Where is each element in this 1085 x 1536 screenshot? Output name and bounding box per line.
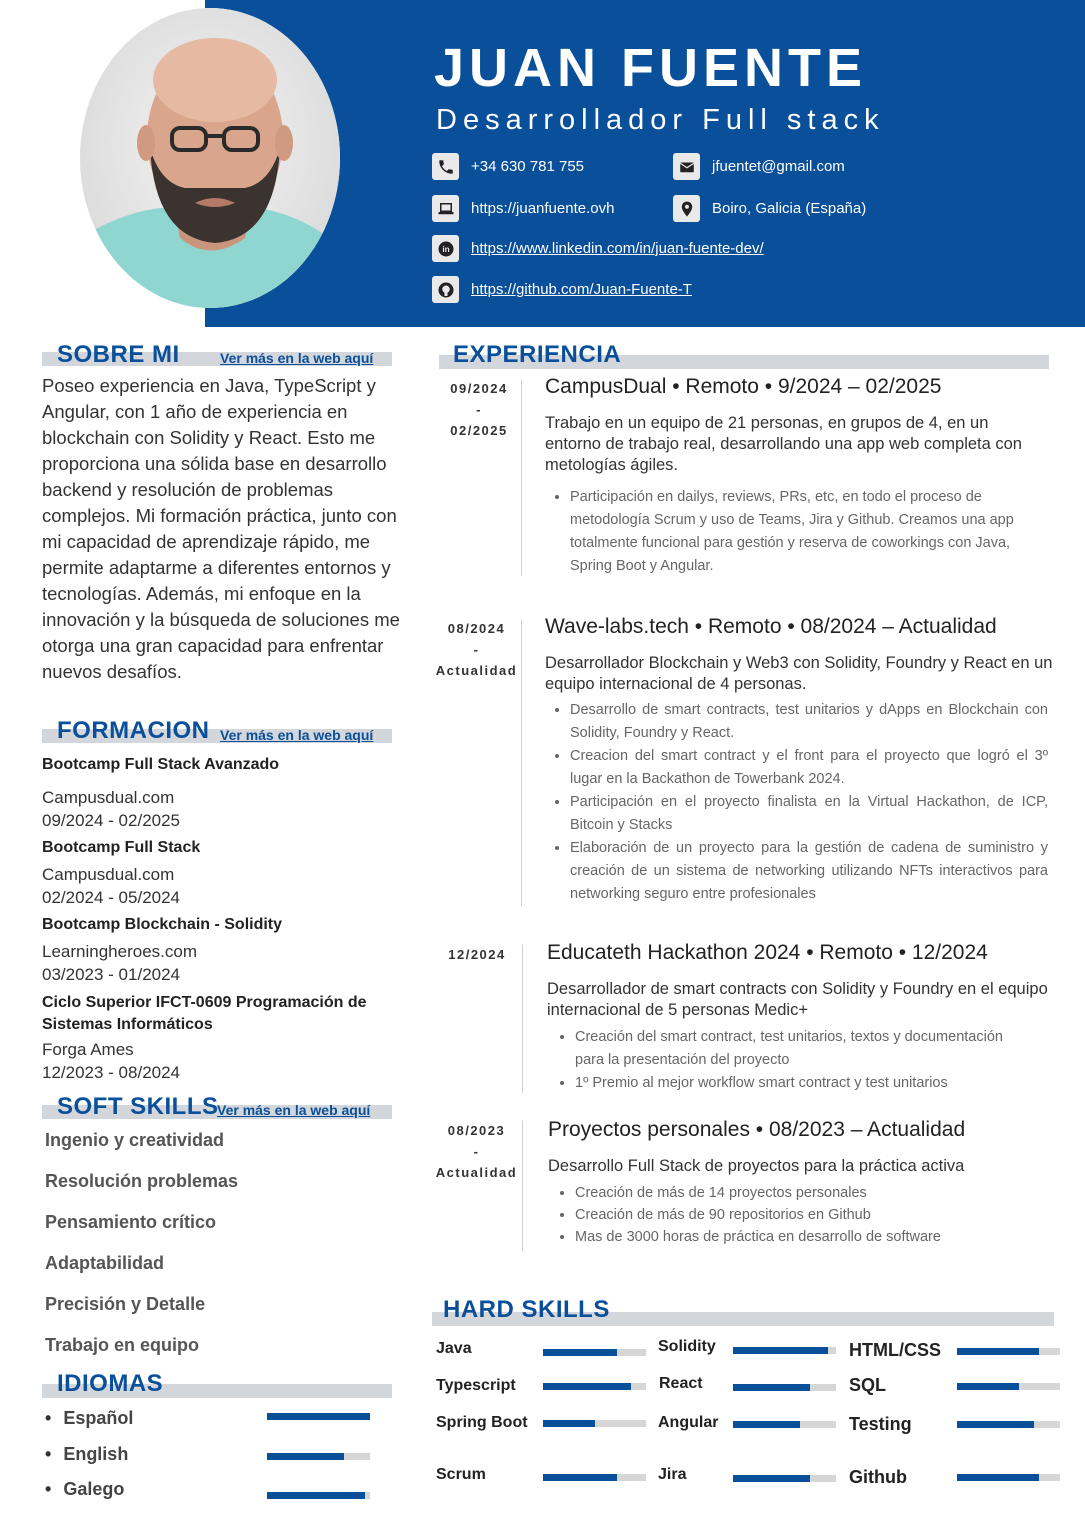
timeline-line: [521, 380, 522, 576]
timeline-line: [521, 620, 522, 906]
soft-skill: Ingenio y creatividad: [45, 1130, 225, 1150]
experience-bullet: • Elaboración de un proyecto para la gestión de cadena de suministro y creación de un sistema de networking utilizando NFTs interactivos para networking seguro entre profesionales: [570, 837, 1048, 906]
experience-bullet: • 1º Premio al mejor workflow smart contract y test unitarios: [575, 1072, 1005, 1095]
candidate-role: Desarrollador Full stack: [436, 104, 885, 136]
experience-bullets: [550, 1026, 1005, 1095]
language-item: • Galego: [45, 1479, 124, 1500]
hard-skill-name: Java: [436, 1340, 472, 1357]
experience-title-line: Educateth Hackathon 2024 • Remoto • 12/2024: [547, 941, 988, 964]
education-item-dates: 02/2024 - 05/2024: [42, 888, 181, 907]
soft-skill: Pensamiento crítico: [45, 1212, 217, 1232]
language-level-bar: [267, 1492, 370, 1499]
education-item-dates: 12/2023 - 08/2024: [42, 1063, 181, 1082]
hard-skill-name: SQL: [849, 1375, 887, 1395]
hard-skill-name: Angular: [658, 1414, 719, 1431]
experience-dates: [434, 378, 524, 441]
education-item-dates: 09/2024 - 02/2025: [42, 811, 181, 830]
education-item-title: Bootcamp Full Stack Avanzado: [42, 756, 280, 773]
experience-description: Desarrollador Blockchain y Web3 con Solidity, Foundry y React en un equipo internacional de 4 personas.: [545, 654, 1053, 693]
about-title: SOBRE MI: [57, 341, 180, 368]
profile-photo-image: [80, 8, 340, 308]
experience-bullets: [545, 699, 1048, 906]
location-pin-icon: [673, 195, 700, 222]
email-text[interactable]: jfuentet@gmail.com: [712, 158, 845, 175]
soft-skills-title: SOFT SKILLS: [57, 1093, 219, 1120]
email-icon: [673, 153, 700, 180]
date-start: 08/2024: [447, 621, 506, 636]
education-item-title: Ciclo Superior IFCT-0609 Programación de Sistemas Informáticos: [42, 994, 367, 1033]
contact-linkedin: [432, 235, 764, 262]
hard-skill-name: Github: [849, 1467, 907, 1487]
date-end: 02/2025: [450, 423, 508, 438]
hard-skill-bar: [957, 1421, 1060, 1428]
education-item-school: Campusdual.com: [42, 788, 175, 807]
laptop-icon: [432, 195, 459, 222]
experience-description: Trabajo en un equipo de 21 personas, en grupos de 4, en un entorno de trabajo real, desarrollando una app web completa con metologías ágiles.: [545, 414, 1022, 474]
education-item-school: Learningheroes.com: [42, 942, 197, 961]
languages-title: IDIOMAS: [57, 1370, 164, 1397]
experience-bullets: [545, 486, 1050, 578]
experience-description: Desarrollador de smart contracts con Solidity y Foundry en el equipo internacional de 5 personas Medic+: [547, 980, 1048, 1019]
experience-dates: [432, 944, 522, 965]
contact-email: [673, 153, 845, 180]
education-item-title: Bootcamp Full Stack: [42, 839, 201, 856]
language-item: • English: [45, 1444, 128, 1465]
experience-title-line: Wave-labs.tech • Remoto • 08/2024 – Actualidad: [545, 615, 997, 638]
hard-skill-name: Testing: [849, 1414, 912, 1434]
experience-bullet: • Mas de 3000 horas de práctica en desarrollo de software: [575, 1226, 1055, 1248]
hard-skill-name: Solidity: [658, 1338, 716, 1355]
hard-skill-bar: [733, 1347, 836, 1354]
date-start: 09/2024: [450, 381, 508, 396]
experience-bullet: • Participación en el proyecto finalista en la Virtual Hackathon, de ICP, Bitcoin y Stacks: [570, 791, 1048, 837]
experience-bullet: • Creación del smart contract, test unitarios, textos y documentación para la presentación del proyecto: [575, 1026, 1005, 1072]
education-item-dates: 03/2023 - 01/2024: [42, 965, 181, 984]
hard-skill-name: Spring Boot: [436, 1414, 528, 1431]
hard-skill-name: Scrum: [436, 1466, 486, 1483]
contact-github: [432, 276, 692, 303]
date-end: Actualidad: [435, 663, 518, 678]
hard-skill-bar: [543, 1420, 646, 1427]
website-text[interactable]: https://juanfuente.ovh: [471, 200, 615, 217]
github-icon: [432, 276, 459, 303]
date-start: 12/2024: [448, 947, 506, 962]
language-level-bar: [267, 1413, 370, 1420]
hard-skill-name: Jira: [658, 1466, 687, 1483]
education-item-school: Forga Ames: [42, 1040, 134, 1059]
hard-skill-name: Typescript: [436, 1377, 516, 1394]
hard-skill-bar: [957, 1474, 1060, 1481]
timeline-line: [522, 945, 523, 1093]
profile-photo: [80, 8, 340, 308]
contact-website: [432, 195, 614, 222]
date-end: Actualidad: [435, 1165, 518, 1180]
date-sep: -: [476, 402, 482, 417]
experience-title-line: CampusDual • Remoto • 9/2024 – 02/2025: [545, 375, 942, 398]
experience-title-line: Proyectos personales • 08/2023 – Actualidad: [548, 1118, 966, 1141]
experience-title: EXPERIENCIA: [453, 341, 622, 368]
contact-phone: [432, 153, 584, 180]
github-link[interactable]: https://github.com/Juan-Fuente-T: [471, 281, 692, 298]
hard-skill-name: HTML/CSS: [849, 1340, 941, 1360]
language-level-bar: [267, 1453, 370, 1460]
linkedin-icon: [432, 235, 459, 262]
soft-skill: Trabajo en equipo: [45, 1335, 200, 1355]
hard-skill-bar: [957, 1348, 1060, 1355]
linkedin-link[interactable]: https://www.linkedin.com/in/juan-fuente-dev/: [471, 240, 764, 257]
hard-skill-name: React: [659, 1375, 703, 1392]
candidate-name: JUAN FUENTE: [434, 38, 868, 98]
contact-location: [673, 195, 866, 222]
experience-dates: [429, 1120, 524, 1183]
language-item: • Español: [45, 1408, 133, 1429]
experience-bullet: • Desarrollo de smart contracts, test unitarios y dApps en Blockchain con Solidity, Foundry y React.: [570, 699, 1048, 745]
hard-skill-bar: [733, 1421, 836, 1428]
soft-skill: Adaptabilidad: [45, 1253, 165, 1273]
education-title: FORMACION: [57, 717, 210, 744]
hard-skill-bar: [733, 1384, 836, 1391]
experience-bullets: [550, 1182, 1055, 1248]
location-text: Boiro, Galicia (España): [712, 200, 867, 217]
experience-dates: [429, 618, 524, 681]
experience-bullet: • Participación en dailys, reviews, PRs, etc, en todo el proceso de metodología Scrum y uso de Teams, Jira y Github. Creamos una app totalmente funcional para gestión y reserva de coworkings con Java, Spring Boot y Angular.: [570, 486, 1050, 578]
phone-icon: [432, 153, 459, 180]
experience-description: Desarrollo Full Stack de proyectos para la práctica activa: [548, 1157, 965, 1175]
timeline-line: [522, 1121, 523, 1251]
about-text: Poseo experiencia en Java, TypeScript y Angular, con 1 año de experiencia en blockchain con Solidity y React. Esto me proporciona una sólida base en desarrollo backend y resolución de problemas complejos. Mi formación práctica, junto con mi capacidad de aprendizaje rápido, me permite adaptarme a diferentes entornos y tecnologías. Además, mi enfoque en la innovación y la búsqueda de soluciones me otorga una gran capacidad para enfrentar nuevos desafíos.: [42, 375, 400, 682]
soft-skills-web-link[interactable]: Ver más en la web aquí: [217, 1102, 371, 1118]
phone-text: +34 630 781 755: [471, 158, 585, 175]
hard-skill-bar: [543, 1474, 646, 1481]
experience-bullet: • Creación de más de 14 proyectos personales: [575, 1182, 1055, 1204]
about-web-link[interactable]: Ver más en la web aquí: [220, 350, 374, 366]
date-sep: -: [473, 1144, 480, 1159]
hard-skill-bar: [543, 1383, 646, 1390]
svg-text:in: in: [441, 244, 450, 254]
soft-skill: Precisión y Detalle: [45, 1294, 206, 1314]
soft-skill: Resolución problemas: [45, 1171, 239, 1191]
hard-skill-bar: [957, 1383, 1060, 1390]
hard-skill-bar: [543, 1349, 646, 1356]
hard-skills-title: HARD SKILLS: [443, 1296, 610, 1323]
date-start: 08/2023: [447, 1123, 506, 1138]
date-sep: -: [473, 642, 480, 657]
education-web-link[interactable]: Ver más en la web aquí: [220, 727, 374, 743]
education-item-school: Campusdual.com: [42, 865, 175, 884]
education-item-title: Bootcamp Blockchain - Solidity: [42, 916, 283, 933]
hard-skill-bar: [733, 1475, 836, 1482]
experience-bullet: • Creacion del smart contract y el front para el proyecto que logró el 3º lugar en la Backathon de Towerbank 2024.: [570, 745, 1048, 791]
experience-bullet: • Creación de más de 90 repositorios en Github: [575, 1204, 1055, 1226]
